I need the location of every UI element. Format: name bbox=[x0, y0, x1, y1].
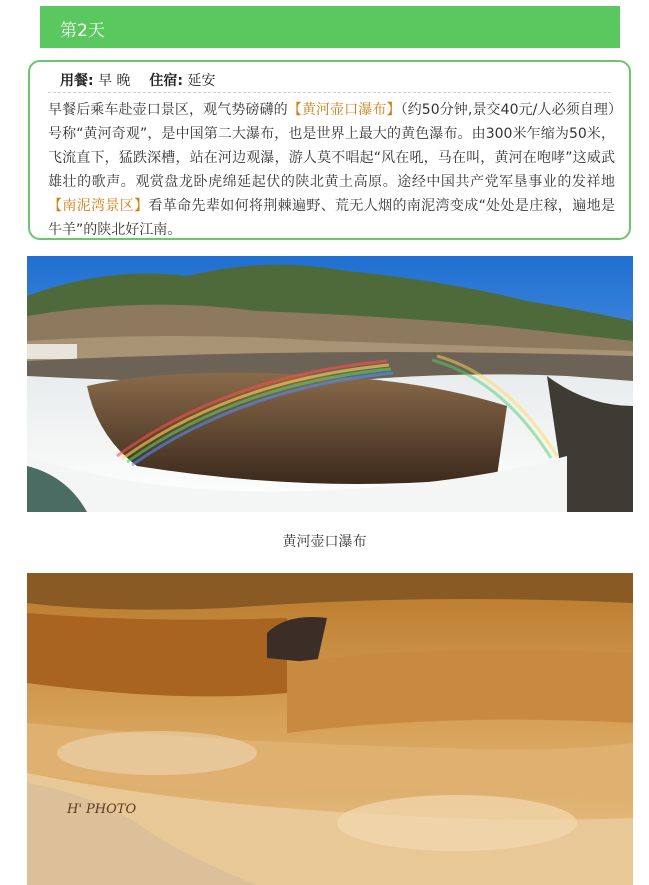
desc-text-2: （约50分钟,景交40元/人必须自理）号称“黄河奇观”，是中国第二大瀑布，也是世界上最大的黄色瀑布。由300米乍缩为50米，飞流直下，猛跌深槽，站在河边观瀑，游人莫不唱起“风在吼，马在叫，黄河在咆哮”这威武雄壮的歌声。观赏盘龙卧虎绵延起伏的陕北黄土高原。途经中国共产党军垦事业的发祥地 bbox=[48, 102, 616, 190]
hukou-waterfall-photo bbox=[27, 256, 633, 512]
desc-text-1: 早餐后乘车赴壶口景区，观气势磅礴的 bbox=[48, 102, 288, 118]
day-header-bar bbox=[40, 6, 620, 48]
meal-lodging-row bbox=[60, 70, 215, 90]
nanniwan-link[interactable]: 【南泥湾景区】 bbox=[48, 198, 149, 214]
desc-text-3: 看革命先辈如何将荆棘遍野、荒无人烟的南泥湾变成“处处是庄稼，遍地是牛羊”的陕北好江南。 bbox=[48, 198, 615, 238]
lodging-label: 住宿: bbox=[149, 73, 184, 89]
photo-watermark: H' PHOTO bbox=[67, 802, 137, 817]
divider bbox=[48, 92, 611, 93]
yellow-waterfall-photo bbox=[27, 573, 633, 885]
day-title: 第2天 bbox=[60, 21, 105, 41]
lodging-value: 延安 bbox=[187, 73, 216, 89]
meals-value: 早 晚 bbox=[98, 73, 131, 89]
day-description bbox=[48, 98, 615, 242]
itinerary-card bbox=[28, 60, 631, 240]
hukou-waterfall-link[interactable]: 【黄河壶口瀑布】 bbox=[287, 102, 401, 118]
photo1-caption: 黄河壶口瀑布 bbox=[282, 534, 367, 550]
meals-label: 用餐: bbox=[60, 73, 94, 89]
